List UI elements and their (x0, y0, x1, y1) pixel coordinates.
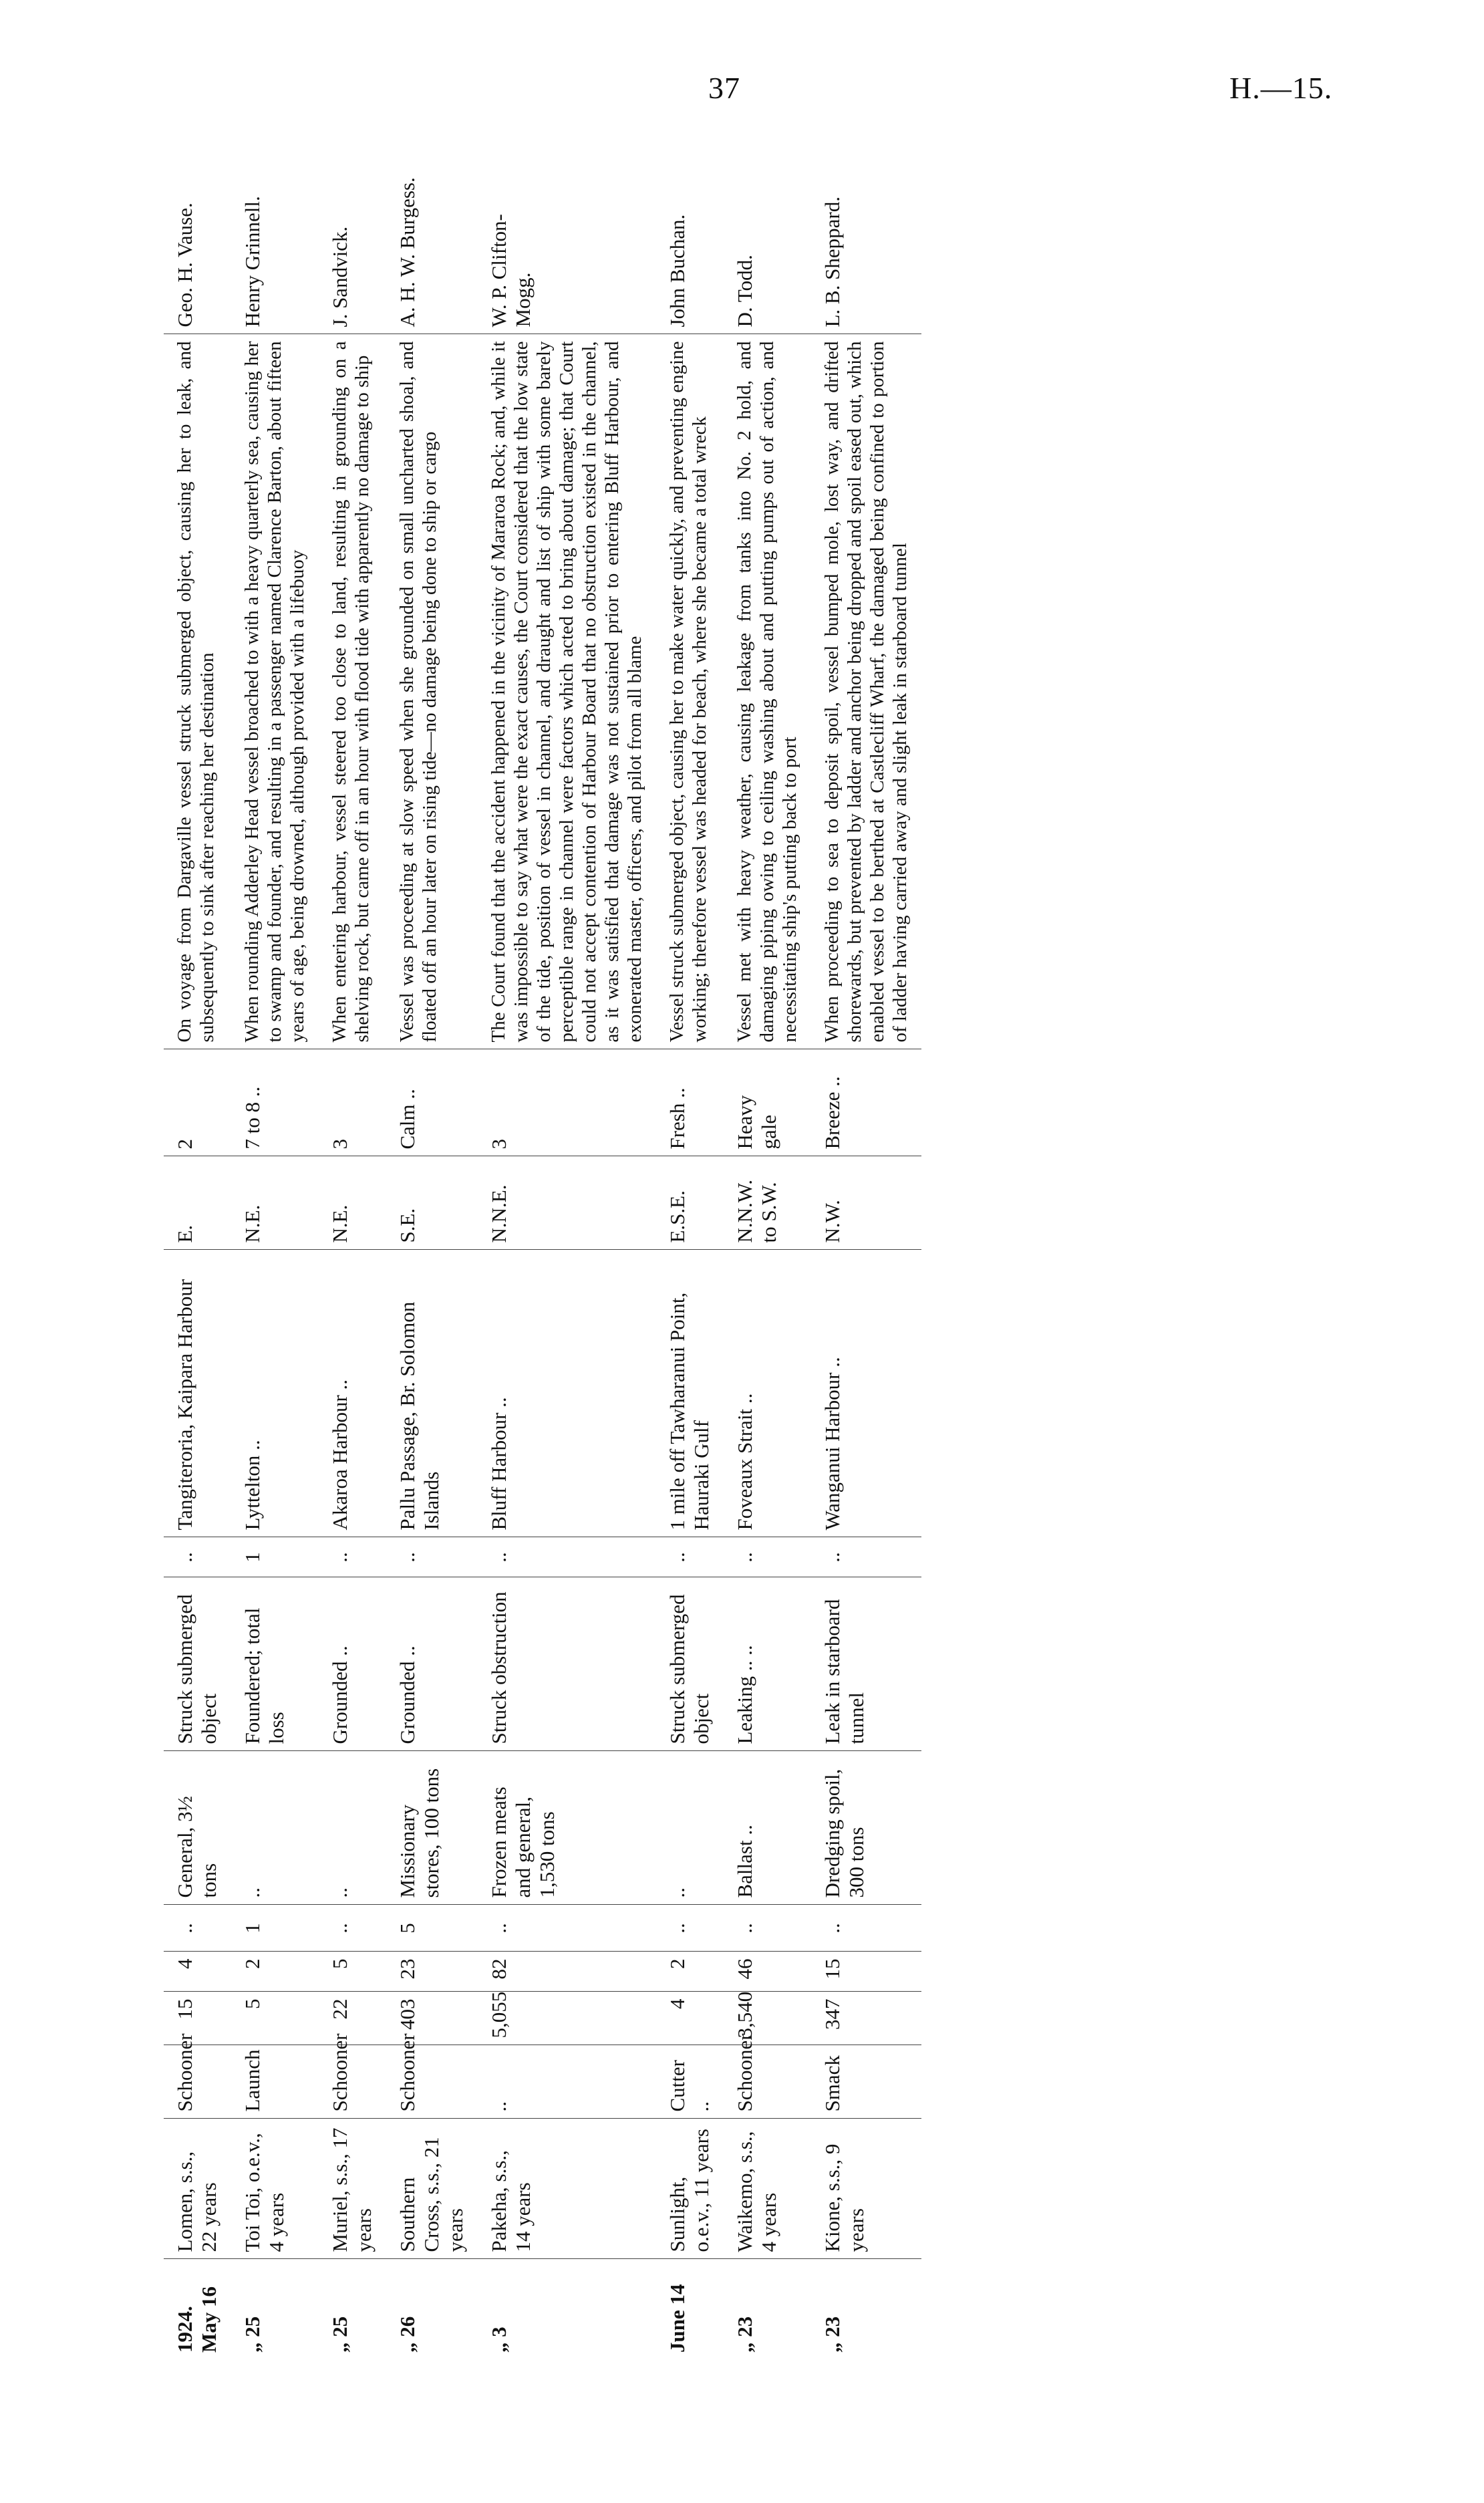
circumstances-cell: On voyage from Dargaville vessel struck submerged object, causing her to leak, and subsequently to sink after reaching her destination (164, 334, 231, 1049)
crew-cell: 82 (478, 1952, 656, 1992)
tonnage-cell: 403 (386, 1992, 478, 2045)
wind-force-cell: Heavy gale (724, 1049, 811, 1156)
passengers-cell: 5 (386, 1905, 478, 1952)
rig-cell: Launch (231, 2045, 319, 2119)
vessel-cell: Southern Cross, s.s., 21 years (386, 2119, 478, 2259)
nature-cell: Grounded .. (386, 1577, 478, 1751)
cargo-cell: Ballast .. (724, 1751, 811, 1905)
cargo-cell: Frozen meats and general, 1,530 tons (478, 1751, 656, 1905)
document-reference: H.—15. (1229, 71, 1333, 105)
table-row (811, 154, 921, 2359)
passengers-cell: .. (724, 1905, 811, 1952)
nature-cell: Struck submerged object (164, 1577, 231, 1751)
lives-lost-cell: 1 (231, 1537, 319, 1577)
date-cell (724, 2259, 811, 2359)
date-text: „ 25 (328, 2316, 351, 2353)
wind-force-cell: Calm .. (386, 1049, 478, 1156)
date-text: June 14 (665, 2284, 689, 2353)
place-cell: Lyttelton .. (231, 1250, 319, 1537)
lives-lost-cell: .. (319, 1537, 386, 1577)
crew-cell: 23 (386, 1952, 478, 1992)
place-cell: Pallu Passage, Br. Solomon Islands (386, 1250, 478, 1537)
place-cell: 1 mile off Tawharanui Point, Hauraki Gulf (656, 1250, 724, 1537)
rig-cell: .. (478, 2045, 656, 2119)
lives-lost-cell: .. (724, 1537, 811, 1577)
wind-force-cell: Fresh .. (656, 1049, 724, 1156)
vessel-cell: Kione, s.s., 9 years (811, 2119, 921, 2259)
table-row (386, 154, 478, 2359)
wind-force-cell: 2 (164, 1049, 231, 1156)
lives-lost-cell: .. (478, 1537, 656, 1577)
wind-force-cell: 3 (478, 1049, 656, 1156)
wind-direction-cell: N.N.W. to S.W. (724, 1156, 811, 1250)
table-row (164, 154, 231, 2359)
wind-direction-cell: N.E. (231, 1156, 319, 1250)
crew-cell: 4 (164, 1952, 231, 1992)
tonnage-cell: 22 (319, 1992, 386, 2045)
date-cell (231, 2259, 319, 2359)
rig-cell: Smack (811, 2045, 921, 2119)
tonnage-cell: 15 (164, 1992, 231, 2045)
date-cell (811, 2259, 921, 2359)
crew-cell: 5 (319, 1952, 386, 1992)
crew-cell: 2 (231, 1952, 319, 1992)
circumstances-cell: Vessel was proceeding at slow speed when she grounded on small uncharted shoal, and floated off an hour later on rising tide—no damage being done to ship or cargo (386, 334, 478, 1049)
crew-cell: 15 (811, 1952, 921, 1992)
date-cell (164, 2259, 231, 2359)
lives-lost-cell: .. (811, 1537, 921, 1577)
passengers-cell: .. (164, 1905, 231, 1952)
rig-cell: Schooner (386, 2045, 478, 2119)
wind-direction-cell: N.N.E. (478, 1156, 656, 1250)
passengers-cell: .. (478, 1905, 656, 1952)
rig-cell: Schooner (164, 2045, 231, 2119)
date-text: „ 3 (487, 2327, 510, 2353)
table-row (724, 154, 811, 2359)
date-cell (656, 2259, 724, 2359)
lives-lost-cell: .. (164, 1537, 231, 1577)
vessel-cell: Pakeha, s.s., 14 years (478, 2119, 656, 2259)
nature-cell: Leak in starboard tunnel (811, 1577, 921, 1751)
place-cell: Wanganui Harbour .. (811, 1250, 921, 1537)
rotated-table-container (164, 154, 1340, 2359)
passengers-cell: .. (811, 1905, 921, 1952)
passengers-cell: .. (319, 1905, 386, 1952)
tonnage-cell: 347 (811, 1992, 921, 2045)
circumstances-cell: Vessel struck submerged object, causing her to make water quickly, and preventing engine working; therefore vessel was headed for beach, where she became a total wreck (656, 334, 724, 1049)
date-cell (386, 2259, 478, 2359)
wind-direction-cell: N.E. (319, 1156, 386, 1250)
wind-direction-cell: E. (164, 1156, 231, 1250)
place-cell: Foveaux Strait .. (724, 1250, 811, 1537)
wind-force-cell: Breeze .. (811, 1049, 921, 1156)
wind-direction-cell: N.W. (811, 1156, 921, 1250)
cargo-cell: Missionary stores, 100 tons (386, 1751, 478, 1905)
wind-direction-cell: S.E. (386, 1156, 478, 1250)
vessel-cell: Muriel, s.s., 17 years (319, 2119, 386, 2259)
date-text: „ 23 (821, 2316, 844, 2353)
nature-cell: Struck obstruction (478, 1577, 656, 1751)
circumstances-cell: Vessel met with heavy weather, causing leakage from tanks into No. 2 hold, and damaging piping owing to ceiling washing about and putting pumps out of action, and necessitating ship's putting back to port (724, 334, 811, 1049)
cargo-cell: .. (231, 1751, 319, 1905)
circumstances-cell: When rounding Adderley Head vessel broached to with a heavy quarterly sea, causing her to swamp and founder, and resulting in a passenger named Clarence Barton, about fifteen years of age, being drowned, although provided with a lifebuoy (231, 334, 319, 1049)
page-number: 37 (708, 71, 740, 105)
wind-force-cell: 3 (319, 1049, 386, 1156)
cargo-cell: General, 3½ tons (164, 1751, 231, 1905)
place-cell: Akaroa Harbour .. (319, 1250, 386, 1537)
vessel-cell: Waikemo, s.s., 4 years (724, 2119, 811, 2259)
vessel-cell: Toi Toi, o.e.v., 4 years (231, 2119, 319, 2259)
date-text: May 16 (197, 2286, 220, 2353)
passengers-cell: .. (656, 1905, 724, 1952)
tonnage-cell: 5 (231, 1992, 319, 2045)
lives-lost-cell: .. (386, 1537, 478, 1577)
nature-cell: Grounded .. (319, 1577, 386, 1751)
rig-cell: Schooner (319, 2045, 386, 2119)
table-row (656, 154, 724, 2359)
officer-cell: Henry Grinnell. (241, 196, 264, 327)
cargo-cell: .. (656, 1751, 724, 1905)
officer-cell: D. Todd. (733, 255, 756, 327)
officer-cell: W. P. Clifton-Mogg. (487, 214, 535, 327)
year-label: 1924. (173, 2306, 196, 2353)
date-cell (319, 2259, 386, 2359)
table-row (319, 154, 386, 2359)
date-text: „ 23 (733, 2316, 756, 2353)
date-cell (478, 2259, 656, 2359)
crew-cell: 46 (724, 1952, 811, 1992)
circumstances-cell: When proceeding to sea to deposit spoil, vessel bumped mole, lost way, and drifted shorewards, but prevented by ladder and anchor being dropped and spoil eased out, which enabled vessel to be berthed at Castlecliff Wharf, the damaged being confined to portion of ladder having carried away and slight leak in starboard tunnel (811, 334, 921, 1049)
table-row (478, 154, 656, 2359)
place-cell: Bluff Harbour .. (478, 1250, 656, 1537)
rig-cell: Cutter .. (656, 2045, 724, 2119)
officer-cell: J. Sandvick. (328, 226, 351, 327)
rig-cell: Schooner (724, 2045, 811, 2119)
table-body (164, 154, 921, 2359)
tonnage-cell: 4 (656, 1992, 724, 2045)
table-row (231, 154, 319, 2359)
vessel-cell: Lomen, s.s., 22 years (164, 2119, 231, 2259)
nature-cell: Leaking .. .. (724, 1577, 811, 1751)
officer-cell: John Buchan. (665, 214, 689, 327)
officer-cell: Geo. H. Vause. (173, 203, 196, 327)
nature-cell: Foundered; total loss (231, 1577, 319, 1751)
date-text: „ 26 (396, 2316, 419, 2353)
tonnage-cell: 3,540 (724, 1992, 811, 2045)
crew-cell: 2 (656, 1952, 724, 1992)
vessel-cell: Sunlight, o.e.v., 11 years (656, 2119, 724, 2259)
wind-force-cell: 7 to 8 .. (231, 1049, 319, 1156)
wind-direction-cell: E.S.E. (656, 1156, 724, 1250)
cargo-cell: Dredging spoil, 300 tons (811, 1751, 921, 1905)
lives-lost-cell: .. (656, 1537, 724, 1577)
officer-cell: A. H. W. Burgess. (396, 177, 419, 327)
passengers-cell: 1 (231, 1905, 319, 1952)
circumstances-cell: When entering harbour, vessel steered too close to land, resulting in grounding on a shelving rock, but came off in an hour with flood tide with apparently no damage to ship (319, 334, 386, 1049)
tonnage-cell: 5,055 (478, 1992, 656, 2045)
cargo-cell: .. (319, 1751, 386, 1905)
circumstances-cell: The Court found that the accident happened in the vicinity of Mararoa Rock; and, while it was impossible to say what were the exact causes, the Court considered that the low state of the tide, position of vessel in channel, and draught and list of ship with some barely perceptible range in channel were factors which acted to bring about damage; that Court could not accept contention of Harbour Board that no obstruction existed in the channel, as it was satisfied that damage was not sustained prior to entering Bluff Harbour, and exonerated master, officers, and pilot from all blame (478, 334, 656, 1049)
casualty-table (164, 154, 921, 2359)
nature-cell: Struck submerged object (656, 1577, 724, 1751)
date-text: „ 25 (241, 2316, 264, 2353)
place-cell: Tangiteroria, Kaipara Harbour (164, 1250, 231, 1537)
officer-cell: L. B. Sheppard. (821, 196, 844, 327)
